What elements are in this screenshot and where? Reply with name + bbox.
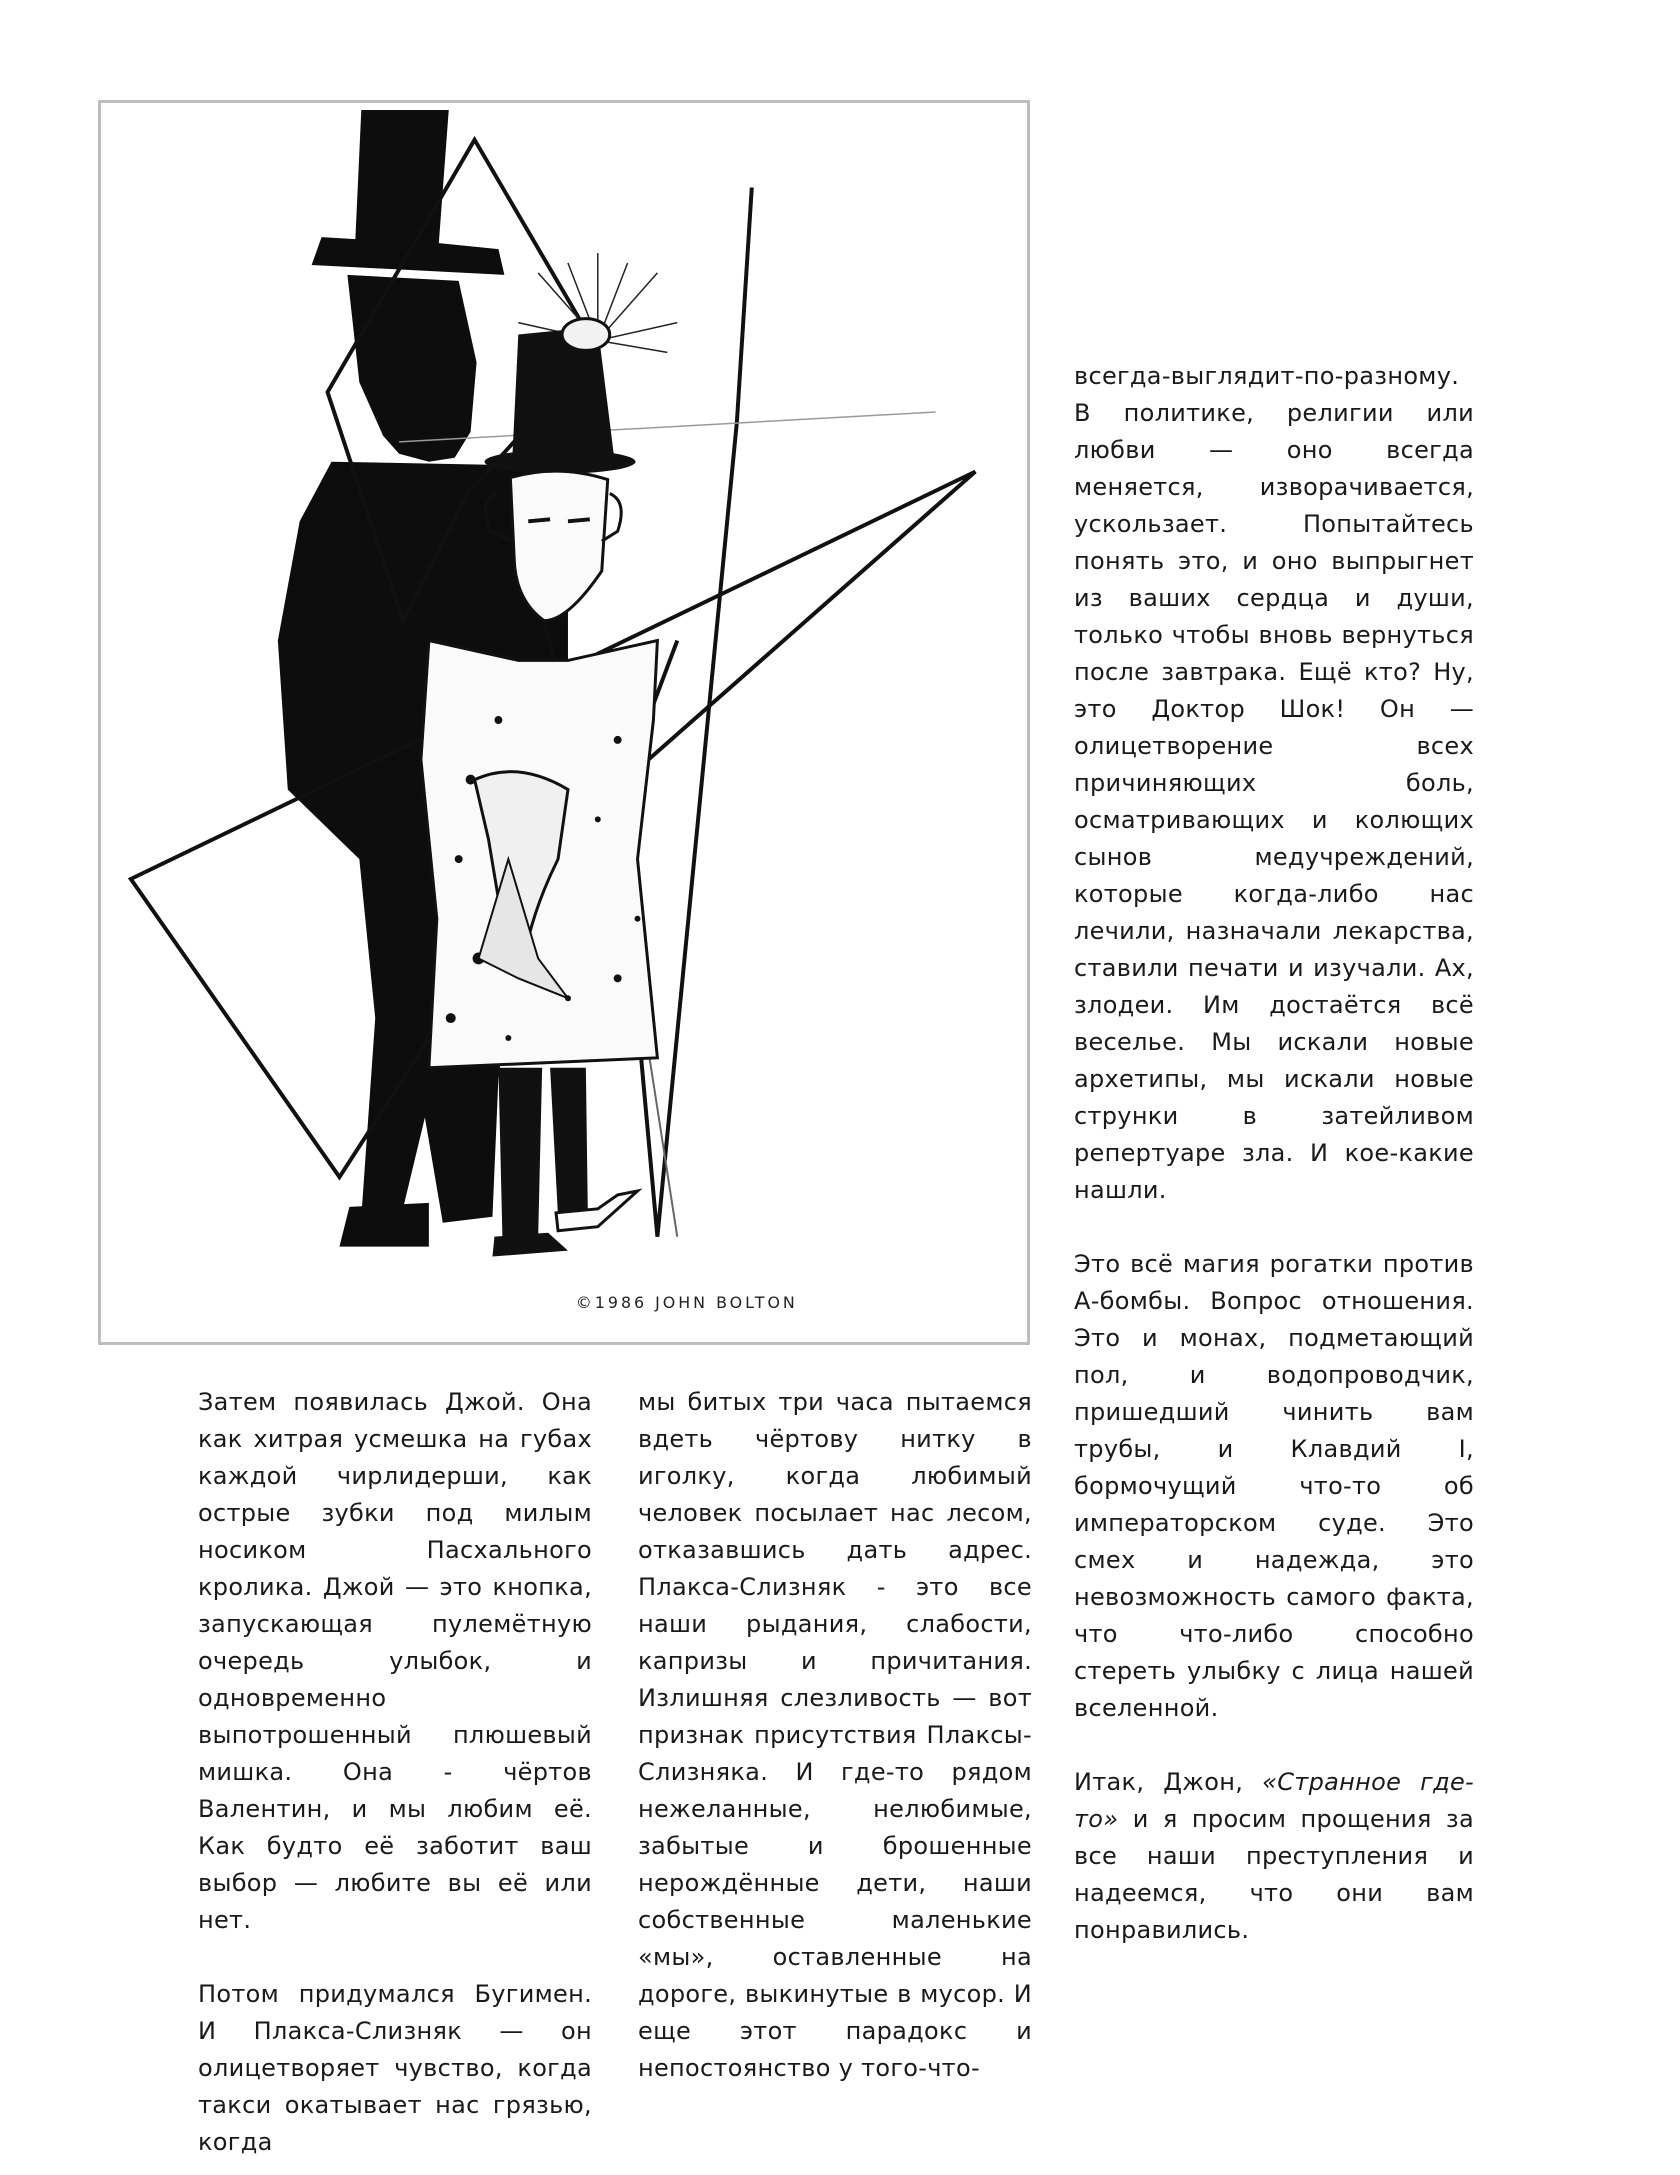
text-run: Итак, Джон, — [1074, 1768, 1263, 1796]
illustration-frame — [98, 100, 1030, 1345]
artist-signature: ©1986 JOHN BOLTON — [575, 1293, 798, 1313]
text-column-1 — [198, 1384, 592, 2161]
book-title: «Странное где-то» — [1074, 1768, 1474, 1833]
text-column-3 — [1074, 358, 1474, 1949]
paragraph: мы битых три часа пытаемся вдеть чёртову нитку в иголку, когда любимый человек посылает нас лесом, отказавшись дать адрес. Плакса-Слизняк - это все наши рыдания, слабости, капризы и причитания. Излишняя слезливость — вот признак присутствия Плаксы-Слизняка. И где-то рядом нежеланные, нелюбимые, забытые и брошенные нерождённые дети, наши собственные маленькие «мы», оставленные на дороге, выкинутые в мусор. И еще этот парадокс и непостоянство у того-что- — [638, 1388, 1032, 2082]
text-run: и я просим прощения за все наши преступления и надеемся, что они вам понравились. — [1074, 1805, 1474, 1944]
paragraph-closing — [1074, 1764, 1474, 1949]
text-column-2 — [638, 1384, 1032, 2087]
illustration — [101, 103, 1027, 1342]
paragraph: Это всё магия рогатки против А-бомбы. Вопрос отношения. Это и монах, подметающий пол, и водопроводчик, пришедший чинить вам трубы, и Клавдий I, бормочущий что-то об императорском суде. Это смех и надежда, это невозможность самого факта, что что-либо способно стереть улыбку с лица нашей вселенной. — [1074, 1250, 1474, 1722]
paragraph: Затем появилась Джой. Она как хитрая усмешка на губах каждой чирлидерши, как острые зубки под милым носиком Пасхального кролика. Джой — это кнопка, запускающая пулемётную очередь улыбок, и одновременно выпотрошенный плюшевый мишка. Она - чёртов Валентин, и мы любим её. Как будто её заботит ваш выбор — любите вы её или нет. — [198, 1388, 592, 1934]
paragraph: всегда-выглядит-по-разному. В политике, религии или любви — оно всегда меняется, изворачивается, ускользает. Попытайтесь понять это, и оно выпрыгнет из ваших сердца и души, только чтобы вновь вернуться после завтрака. Ещё кто? Ну, это Доктор Шок! Он — олицетворение всех причиняющих боль, осматривающих и колющих сынов медучреждений, которые когда-либо нас лечили, назначали лекарства, ставили печати и изучали. Ах, злодеи. Им достаётся всё веселье. Мы искали новые архетипы, мы искали новые струнки в затейливом репертуаре зла. И кое-какие нашли. — [1074, 362, 1474, 1204]
paragraph: Потом придумался Бугимен. И Плакса-Слизняк — он олицетворяет чувство, когда такси окатывает нас грязью, когда — [198, 1980, 592, 2156]
